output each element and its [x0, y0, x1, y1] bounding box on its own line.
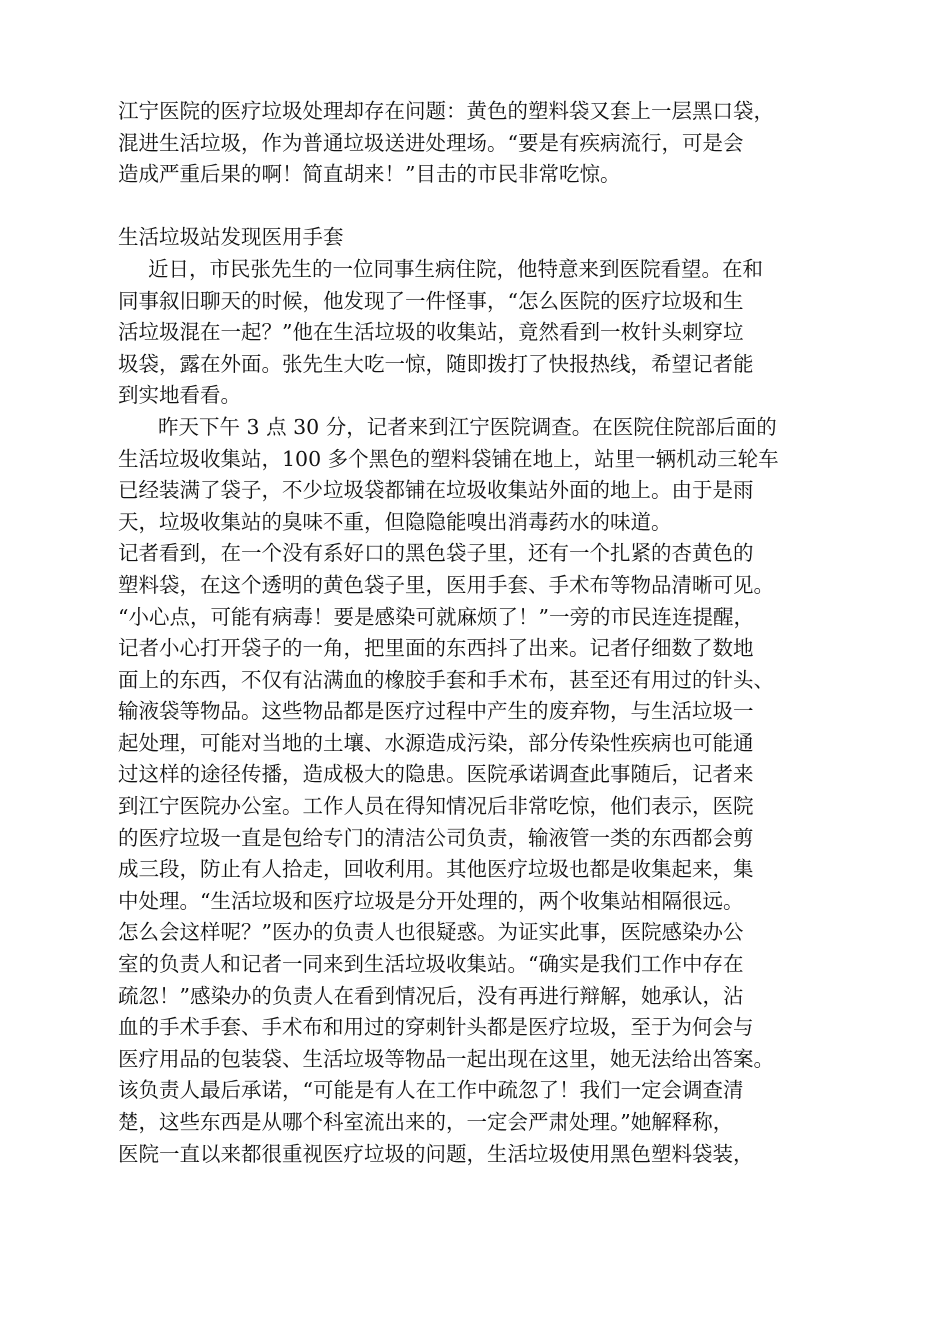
text-line: 天，垃圾收集站的臭味不重，但隐隐能嗅出消毒药水的味道。: [118, 509, 672, 534]
text-line: 记者小心打开袋子的一角，把里面的东西抖了出来。记者仔细数了数地: [118, 636, 754, 661]
text-line: 塑料袋，在这个透明的黄色袋子里，医用手套、手术布等物品清晰可见。: [118, 572, 774, 597]
text-line: 近日，市民张先生的一位同事生病住院，他特意来到医院看望。在和: [148, 256, 763, 281]
paragraph-gap: [118, 191, 838, 223]
text-line: 记者看到，在一个没有系好口的黑色袋子里，还有一个扎紧的杏黄色的: [118, 541, 754, 566]
text-line: 生活垃圾收集站，100 多个黑色的塑料袋铺在地上，站里一辆机动三轮车: [118, 446, 779, 471]
text-line: 血的手术手套、手术布和用过的穿刺针头都是医疗垃圾，至于为何会与: [118, 1015, 754, 1040]
text-line: 造成严重后果的啊！简直胡来！”目击的市民非常吃惊。: [118, 162, 621, 187]
text-line: 成三段，防止有人拾走，回收利用。其他医疗垃圾也都是收集起来，集: [118, 857, 754, 882]
text-line: 圾袋，露在外面。张先生大吃一惊，随即拨打了快报热线，希望记者能: [118, 351, 754, 376]
text-line: 楚，这些东西是从哪个科室流出来的，一定会严肃处理。”她解释称，: [118, 1110, 734, 1134]
text-line: 该负责人最后承诺，“可能是有人在工作中疏忽了！我们一定会调查清: [118, 1078, 744, 1103]
text-line: 活垃圾混在一起？”他在生活垃圾的收集站，竟然看到一枚针头刺穿垃: [118, 320, 744, 345]
text-line: 昨天下午 3 点 30 分，记者来到江宁医院调查。在医院住院部后面的: [158, 414, 777, 439]
paragraph-1: [118, 254, 838, 412]
text-line: 江宁医院的医疗垃圾处理却存在问题：黄色的塑料袋又套上一层黑口袋，: [118, 99, 774, 123]
paragraph-3: [118, 538, 838, 1170]
text-line: 医院一直以来都很重视医疗垃圾的问题，生活垃圾使用黑色塑料袋装，: [118, 1141, 754, 1166]
text-line: 过这样的途径传播，造成极大的隐患。医院承诺调查此事随后，记者来: [118, 762, 754, 787]
text-line: 起处理，可能对当地的土壤、水源造成污染，部分传染性疾病也可能通: [118, 730, 754, 755]
document-page: [118, 96, 838, 1170]
text-line: 面上的东西，不仅有沾满血的橡胶手套和手术布，甚至还有用过的针头、: [118, 667, 774, 692]
text-line: 疏忽！”感染办的负责人在看到情况后，没有再进行辩解，她承认，沾: [118, 983, 744, 1008]
intro-paragraph: [118, 96, 838, 191]
text-line: 混进生活垃圾，作为普通垃圾送进处理场。“要是有疾病流行，可是会: [118, 130, 744, 155]
text-line: 输液袋等物品。这些物品都是医疗过程中产生的废弃物，与生活垃圾一: [118, 699, 754, 724]
subheading-block: [118, 222, 838, 254]
text-line: 的医疗垃圾一直是包给专门的清洁公司负责，输液管一类的东西都会剪: [118, 825, 754, 850]
text-line: 到实地看看。: [118, 383, 241, 408]
text-line: 已经装满了袋子，不少垃圾袋都铺在垃圾收集站外面的地上。由于是雨: [118, 478, 754, 503]
text-line: 怎么会这样呢？”医办的负责人也很疑惑。为证实此事，医院感染办公: [118, 920, 744, 945]
subheading: 生活垃圾站发现医用手套: [118, 225, 344, 250]
text-line: 室的负责人和记者一同来到生活垃圾收集站。“确实是我们工作中存在: [118, 952, 744, 977]
text-line: 医疗用品的包装袋、生活垃圾等物品一起出现在这里，她无法给出答案。: [118, 1046, 774, 1071]
text-line: 中处理。“生活垃圾和医疗垃圾是分开处理的，两个收集站相隔很远。: [118, 888, 744, 913]
text-line: “小心点，可能有病毒！要是感染可就麻烦了！”一旁的市民连连提醒，: [118, 604, 754, 629]
paragraph-2: [118, 412, 838, 538]
text-line: 同事叙旧聊天的时候，他发现了一件怪事，“怎么医院的医疗垃圾和生: [118, 288, 744, 313]
text-line: 到江宁医院办公室。工作人员在得知情况后非常吃惊，他们表示，医院: [118, 794, 754, 819]
